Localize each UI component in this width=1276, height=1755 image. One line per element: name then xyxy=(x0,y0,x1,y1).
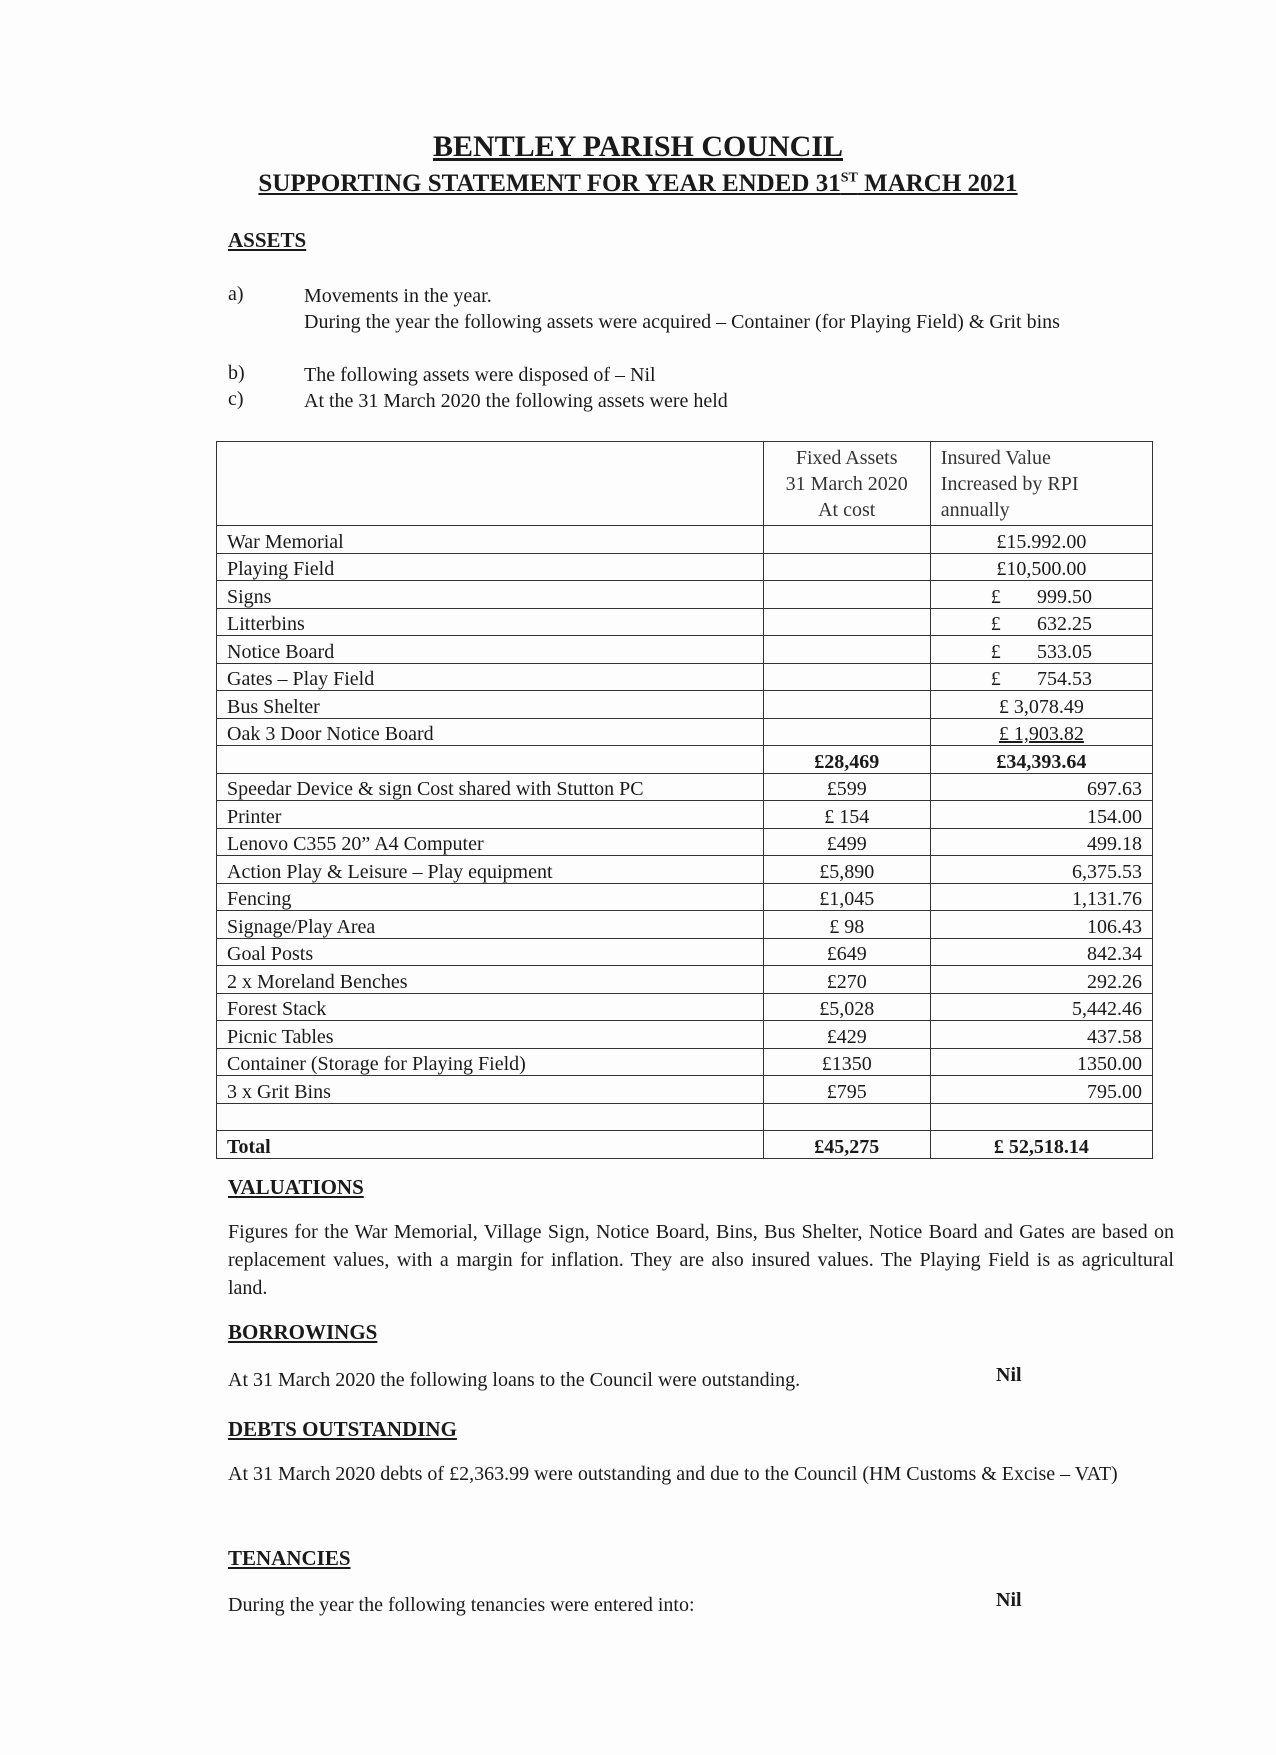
tenancies-heading: TENANCIES xyxy=(228,1546,351,1570)
asset-name: Forest Stack xyxy=(217,993,764,1021)
asset-insured: 106.43 xyxy=(930,911,1152,939)
blank-row xyxy=(217,1103,1153,1131)
borrowings-heading: BORROWINGS xyxy=(228,1320,378,1344)
item-letter-c: c) xyxy=(228,388,244,410)
asset-insured: £ 1,903.82 xyxy=(930,718,1152,746)
table-row xyxy=(217,1021,1153,1049)
asset-cost: £ 98 xyxy=(763,911,930,939)
asset-insured: £ 3,078.49 xyxy=(930,691,1152,719)
asset-cost: £1,045 xyxy=(763,883,930,911)
table-row xyxy=(217,773,1153,801)
subtotal-insured: £34,393.64 xyxy=(930,746,1152,774)
table-row xyxy=(217,608,1153,636)
table-row xyxy=(217,526,1153,554)
asset-insured: 292.26 xyxy=(930,966,1152,994)
table-row xyxy=(217,993,1153,1021)
asset-name: Container (Storage for Playing Field) xyxy=(217,1048,764,1076)
table-row xyxy=(217,828,1153,856)
table-header-row xyxy=(217,442,1153,526)
asset-cost: £5,890 xyxy=(763,856,930,884)
asset-insured: 1,131.76 xyxy=(930,883,1152,911)
table-row xyxy=(217,718,1153,746)
asset-insured: £ 632.25 xyxy=(930,608,1152,636)
asset-name: Oak 3 Door Notice Board xyxy=(217,718,764,746)
asset-name: Notice Board xyxy=(217,636,764,664)
asset-cost: £5,028 xyxy=(763,993,930,1021)
asset-insured: £ 533.05 xyxy=(930,636,1152,664)
asset-name: Bus Shelter xyxy=(217,691,764,719)
asset-cost xyxy=(763,526,930,554)
asset-cost: £499 xyxy=(763,828,930,856)
table-row xyxy=(217,911,1153,939)
asset-insured: 5,442.46 xyxy=(930,993,1152,1021)
asset-insured: £ 754.53 xyxy=(930,663,1152,691)
borrowings-text: At 31 March 2020 the following loans to the Council were outstanding. xyxy=(228,1369,801,1391)
assets-heading: ASSETS xyxy=(228,228,307,252)
asset-insured: 697.63 xyxy=(930,773,1152,801)
table-row xyxy=(217,966,1153,994)
asset-insured: 842.34 xyxy=(930,938,1152,966)
item-letter-a: a) xyxy=(228,283,244,305)
asset-cost xyxy=(763,636,930,664)
asset-cost xyxy=(763,691,930,719)
subtotal-label xyxy=(217,746,764,774)
asset-cost: £649 xyxy=(763,938,930,966)
item-text-b: The following assets were disposed of – Nil xyxy=(304,364,656,386)
table-header-cost: Fixed Assets 31 March 2020 At cost xyxy=(763,442,930,526)
table-row xyxy=(217,883,1153,911)
table-row xyxy=(217,636,1153,664)
asset-name: 2 x Moreland Benches xyxy=(217,966,764,994)
asset-name: War Memorial xyxy=(217,526,764,554)
item-text-a: Movements in the year. During the year the following assets were acquired – Container (for Playing Field) & Grit bins xyxy=(304,285,1060,333)
asset-insured: 6,375.53 xyxy=(930,856,1152,884)
asset-name: Goal Posts xyxy=(217,938,764,966)
asset-insured: 499.18 xyxy=(930,828,1152,856)
debts-text: At 31 March 2020 debts of £2,363.99 were outstanding and due to the Council (HM Customs & Excise – VAT) xyxy=(228,1463,1118,1485)
assets-table xyxy=(216,441,1153,1159)
asset-cost: £270 xyxy=(763,966,930,994)
asset-insured: £10,500.00 xyxy=(930,553,1152,581)
asset-name: 3 x Grit Bins xyxy=(217,1076,764,1104)
table-row xyxy=(217,691,1153,719)
table-header-insured: Insured Value Increased by RPI annually xyxy=(930,442,1152,526)
table-row xyxy=(217,1048,1153,1076)
table-row xyxy=(217,938,1153,966)
asset-cost: £599 xyxy=(763,773,930,801)
tenancies-text: During the year the following tenancies were entered into: xyxy=(228,1594,695,1616)
table-row xyxy=(217,581,1153,609)
asset-cost: £429 xyxy=(763,1021,930,1049)
subtotal-cost: £28,469 xyxy=(763,746,930,774)
asset-cost xyxy=(763,553,930,581)
asset-name: Playing Field xyxy=(217,553,764,581)
asset-cost xyxy=(763,581,930,609)
asset-name: Printer xyxy=(217,801,764,829)
table-row xyxy=(217,553,1153,581)
table-header-blank xyxy=(217,442,764,526)
asset-cost: £795 xyxy=(763,1076,930,1104)
asset-name: Litterbins xyxy=(217,608,764,636)
asset-insured: 795.00 xyxy=(930,1076,1152,1104)
asset-name: Gates – Play Field xyxy=(217,663,764,691)
asset-insured: 437.58 xyxy=(930,1021,1152,1049)
document-subtitle: SUPPORTING STATEMENT FOR YEAR ENDED 31ST MARCH 2021 xyxy=(258,170,1018,197)
item-text-c: At the 31 March 2020 the following assets were held xyxy=(304,390,728,412)
total-cost: £45,275 xyxy=(763,1131,930,1159)
table-row xyxy=(217,1076,1153,1104)
table-row xyxy=(217,801,1153,829)
asset-cost: £ 154 xyxy=(763,801,930,829)
borrowings-value: Nil xyxy=(996,1364,1022,1386)
asset-name: Signage/Play Area xyxy=(217,911,764,939)
valuations-text: Figures for the War Memorial, Village Sign, Notice Board, Bins, Bus Shelter, Notice Board and Gates are based on replacement values, with a margin for inflation. They are also insured values. The Playing Field is as agricultural land. xyxy=(228,1221,1174,1299)
asset-name: Picnic Tables xyxy=(217,1021,764,1049)
asset-name: Action Play & Leisure – Play equipment xyxy=(217,856,764,884)
tenancies-value: Nil xyxy=(996,1589,1022,1611)
subtotal-row xyxy=(217,746,1153,774)
asset-cost xyxy=(763,663,930,691)
blank-cell xyxy=(930,1103,1152,1131)
asset-name: Signs xyxy=(217,581,764,609)
asset-name: Lenovo C355 20” A4 Computer xyxy=(217,828,764,856)
blank-cell xyxy=(217,1103,764,1131)
asset-insured: 154.00 xyxy=(930,801,1152,829)
asset-cost xyxy=(763,608,930,636)
debts-heading: DEBTS OUTSTANDING xyxy=(228,1417,457,1441)
asset-cost xyxy=(763,718,930,746)
asset-name: Fencing xyxy=(217,883,764,911)
asset-name: Speedar Device & sign Cost shared with Stutton PC xyxy=(217,773,764,801)
table-row xyxy=(217,663,1153,691)
total-row xyxy=(217,1131,1153,1159)
asset-insured: 1350.00 xyxy=(930,1048,1152,1076)
asset-cost: £1350 xyxy=(763,1048,930,1076)
table-row xyxy=(217,856,1153,884)
item-letter-b: b) xyxy=(228,362,245,384)
total-label: Total xyxy=(217,1131,764,1159)
document-title: BENTLEY PARISH COUNCIL xyxy=(432,130,844,163)
total-insured: £ 52,518.14 xyxy=(930,1131,1152,1159)
asset-insured: £ 999.50 xyxy=(930,581,1152,609)
valuations-heading: VALUATIONS xyxy=(228,1175,364,1199)
asset-insured: £15.992.00 xyxy=(930,526,1152,554)
blank-cell xyxy=(763,1103,930,1131)
